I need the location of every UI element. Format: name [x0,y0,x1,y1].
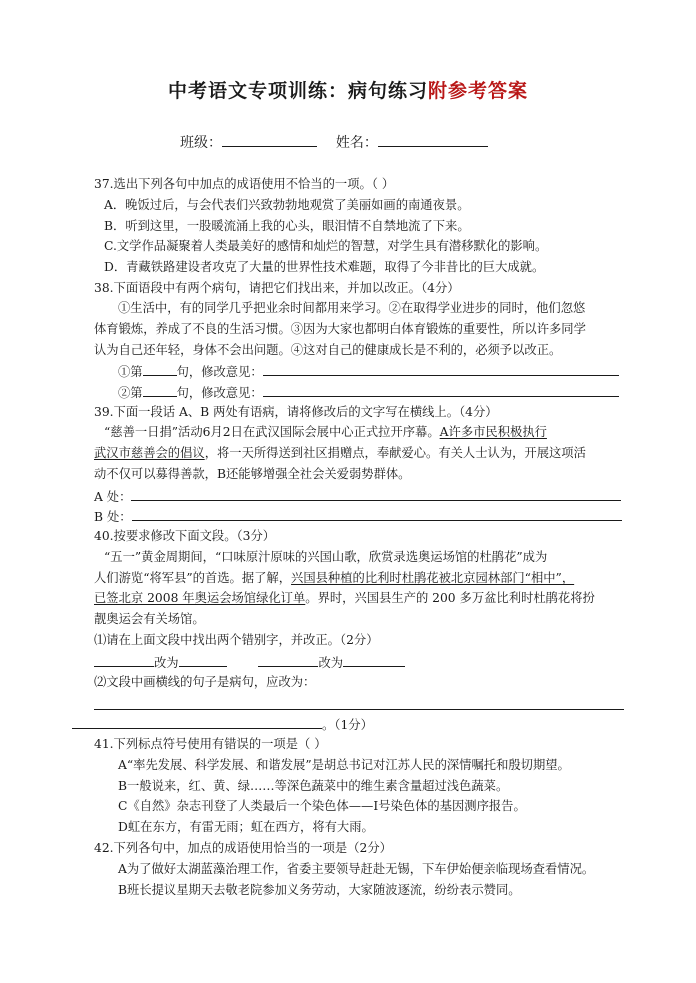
q39-para-3: 动不仅可以募得善款，B还能够增强全社会关爱弱势群体。 [94,467,411,481]
q38-answer-2-sentence-blank[interactable] [143,383,177,397]
title-answer-note: 附参考答案 [428,80,529,102]
q38-stem: 38.下面语段中有两个病句，请把它们找出来，并加以改正。（4分） [94,281,460,295]
q40-para-2 [94,570,574,587]
q39-answer-a-blank[interactable] [131,487,621,501]
q37-option-b: B．听到这里，一股暖流涌上我的心头，眼泪情不自禁地流了下来。 [104,219,470,233]
q39-para-1 [104,424,547,441]
class-label: 班级： [180,135,222,151]
q38-answer-2-blank[interactable] [263,383,619,397]
page-title [0,76,696,103]
q42-option-b: B班长提议星期天去敬老院参加义务劳动，大家随波逐流，纷纷表示赞同。 [118,883,521,897]
q42-stem: 42.下列各句中，加点的成语使用恰当的一项是（2分） [94,841,392,855]
q37-option-d: D．青藏铁路建设者攻克了大量的世界性技术难题，取得了今非昔比的巨大成就。 [104,260,545,274]
q39-answer-a [94,487,621,506]
q38-answer-1-sentence-blank[interactable] [143,362,177,376]
q39-para-2-text: ，将一天所得送到社区捐赠点，奉献爱心。有关人士认为，开展这项活 [204,446,586,460]
q40-change-label-1: 改为 [154,656,179,670]
q39-para-1-underlined: A许多市民积极执行 [439,425,547,439]
q37-stem: 37.选出下列各句中加点的成语使用不恰当的一项。（ ） [94,177,395,191]
q41-option-b: B一般说来，红、黄、绿……等深色蔬菜中的维生素含量超过浅色蔬菜。 [118,779,509,793]
title-main: 中考语文专项训练：病句练习 [167,80,428,102]
q39-answer-b-blank[interactable] [132,507,622,521]
q40-para-2-text: 人们游览“将军县”的首选。据了解， [94,571,292,585]
q38-para-1: ①生活中，有的同学几乎把业余时间都用来学习。②在取得学业进步的同时，他们忽悠 [118,301,586,315]
q38-answer-1-mid: 句，修改意见： [176,365,263,379]
q40-para-4: 靓奥运会有关场馆。 [94,612,205,626]
q40-sub-1-answers [94,653,405,672]
q42-option-a: A为了做好太湖蓝藻治理工作，省委主要领导赶赴无锡，下车伊始便亲临现场查看情况。 [118,862,595,876]
name-label: 姓名： [335,135,378,151]
class-name-row [180,132,488,152]
q38-answer-1-prefix: ①第 [118,365,143,379]
q40-wrong-char-1-blank[interactable] [94,653,154,667]
q38-para-3: 认为自己还年轻，身体不会出问题。④这对自己的健康成长是不利的，必须予以改正。 [94,343,562,357]
q38-answer-1-blank[interactable] [263,362,619,376]
q38-answer-2-prefix: ②第 [118,386,143,400]
q41-option-c: C《自然》杂志刊登了人类最后一个染色体——Ⅰ号染色体的基因测序报告。 [118,799,526,813]
name-blank[interactable] [378,133,488,147]
q40-score-end: 。（1分） [322,718,373,732]
q39-answer-a-label: A 处： [94,490,132,504]
q40-wrong-char-2-blank[interactable] [258,653,318,667]
q39-stem: 39.下面一段话 A、B 两处有语病，请将修改后的文字写在横线上。（4分） [94,405,498,419]
q40-stem: 40.按要求修改下面文段。（3分） [94,529,276,543]
q40-rewrite-blank-1[interactable] [94,696,624,710]
q40-rewrite-blank-2[interactable] [72,715,322,729]
q40-sub-2-line-1 [94,696,624,715]
q39-answer-b-label: B 处： [94,510,132,524]
q40-sub-2: ⑵文段中画横线的句子是病句，应改为： [94,675,316,689]
q39-para-2 [94,445,586,462]
q40-para-3-text: 。界时，兴国县生产的 200 多万盆比利时杜鹃花将扮 [305,591,595,605]
q40-para-1: “五一”黄金周期间，“口味原汁原味的兴国山歌，欣赏录选奥运场馆的杜鹃花”成为 [104,550,548,564]
q39-answer-b [94,507,622,526]
q40-para-3-underlined: 已签北京 2008 年奥运会场馆绿化订单 [94,591,306,605]
q41-stem: 41.下列标点符号使用有错误的一项是（ ） [94,737,327,751]
q41-option-a: A“率先发展、科学发展、和谐发展”是胡总书记对江苏人民的深情嘱托和殷切期望。 [118,758,570,772]
q38-answer-1 [118,362,619,381]
q37-option-c: C.文学作品凝聚着人类最美好的感情和灿烂的智慧，对学生具有潜移默化的影响。 [104,239,548,253]
q39-para-1-text: “慈善一日捐”活动6月2日在武汉国际会展中心正式拉开序幕。 [104,425,440,439]
q38-para-2: 体育锻炼，养成了不良的生活习惯。③因为大家也都明白体育锻炼的重要性，所以许多同学 [94,322,586,336]
class-blank[interactable] [222,133,317,147]
q40-para-3 [94,590,595,607]
q40-correct-char-1-blank[interactable] [179,653,227,667]
q40-change-label-2: 改为 [318,656,344,670]
q37-option-a: A．晚饭过后，与会代表们兴致勃勃地观赏了美丽如画的南通夜景。 [104,198,470,212]
q38-answer-2 [118,383,619,402]
q40-para-2-underlined: 兴国县种植的比利时杜鹃花被北京园林部门“相中”， [291,571,575,585]
q39-para-2-underlined: 武汉市慈善会的倡议 [94,446,205,460]
q40-sub-2-line-2 [72,715,373,734]
q40-sub-1: ⑴请在上面文段中找出两个错别字，并改正。（2分） [94,633,379,647]
q38-answer-2-mid: 句，修改意见： [176,386,263,400]
q41-option-d: D虹在东方，有雷无雨；虹在西方，将有大雨。 [118,820,374,834]
q40-correct-char-2-blank[interactable] [343,653,405,667]
